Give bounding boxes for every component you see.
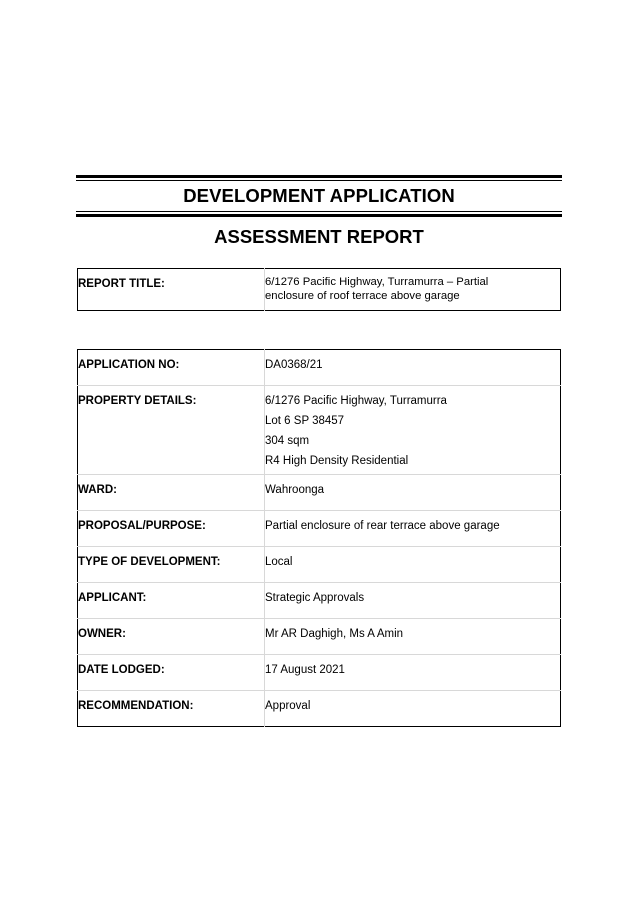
application-details-table [77, 349, 561, 727]
top-thick-rule [76, 175, 562, 178]
report-title-label: REPORT TITLE: [78, 269, 265, 311]
development-type-label: TYPE OF DEVELOPMENT: [78, 547, 265, 583]
ward-label: WARD: [78, 475, 265, 511]
table-row [78, 511, 561, 547]
property-details-label: PROPERTY DETAILS: [78, 386, 265, 475]
page-subtitle: ASSESSMENT REPORT [214, 226, 424, 247]
property-lot: Lot 6 SP 38457 [265, 415, 345, 427]
page-title: DEVELOPMENT APPLICATION [183, 185, 455, 206]
bottom-thin-rule [76, 211, 562, 212]
report-title-value [265, 269, 561, 311]
report-title-table [77, 268, 561, 311]
table-row [78, 691, 561, 727]
owner-label: OWNER: [78, 619, 265, 655]
property-zoning: R4 High Density Residential [265, 455, 409, 467]
property-details-value [265, 386, 561, 475]
owner-value: Mr AR Daghigh, Ms A Amin [265, 619, 561, 655]
date-lodged-label: DATE LODGED: [78, 655, 265, 691]
property-area: 304 sqm [265, 435, 310, 447]
report-title-line-2: enclosure of roof terrace above garage [265, 289, 460, 302]
report-title-line-1: 6/1276 Pacific Highway, Turramurra – Partial [265, 276, 489, 288]
table-row [78, 583, 561, 619]
property-address: 6/1276 Pacific Highway, Turramurra [265, 395, 447, 407]
development-type-value: Local [265, 547, 561, 583]
date-lodged-value: 17 August 2021 [265, 655, 561, 691]
application-no-label: APPLICATION NO: [78, 350, 265, 386]
table-row [78, 547, 561, 583]
title-block [76, 175, 562, 217]
recommendation-value: Approval [265, 691, 561, 727]
proposal-value: Partial enclosure of rear terrace above garage [265, 511, 561, 547]
table-row [78, 475, 561, 511]
proposal-label: PROPOSAL/PURPOSE: [78, 511, 265, 547]
recommendation-label: RECOMMENDATION: [78, 691, 265, 727]
application-no-value: DA0368/21 [265, 359, 323, 371]
table-row [78, 386, 561, 475]
applicant-label: APPLICANT: [78, 583, 265, 619]
table-row [78, 350, 561, 386]
table-row [78, 619, 561, 655]
ward-value: Wahroonga [265, 475, 561, 511]
applicant-value: Strategic Approvals [265, 583, 561, 619]
bottom-thick-rule [76, 214, 562, 217]
report-title-row [78, 269, 561, 311]
table-row [78, 655, 561, 691]
